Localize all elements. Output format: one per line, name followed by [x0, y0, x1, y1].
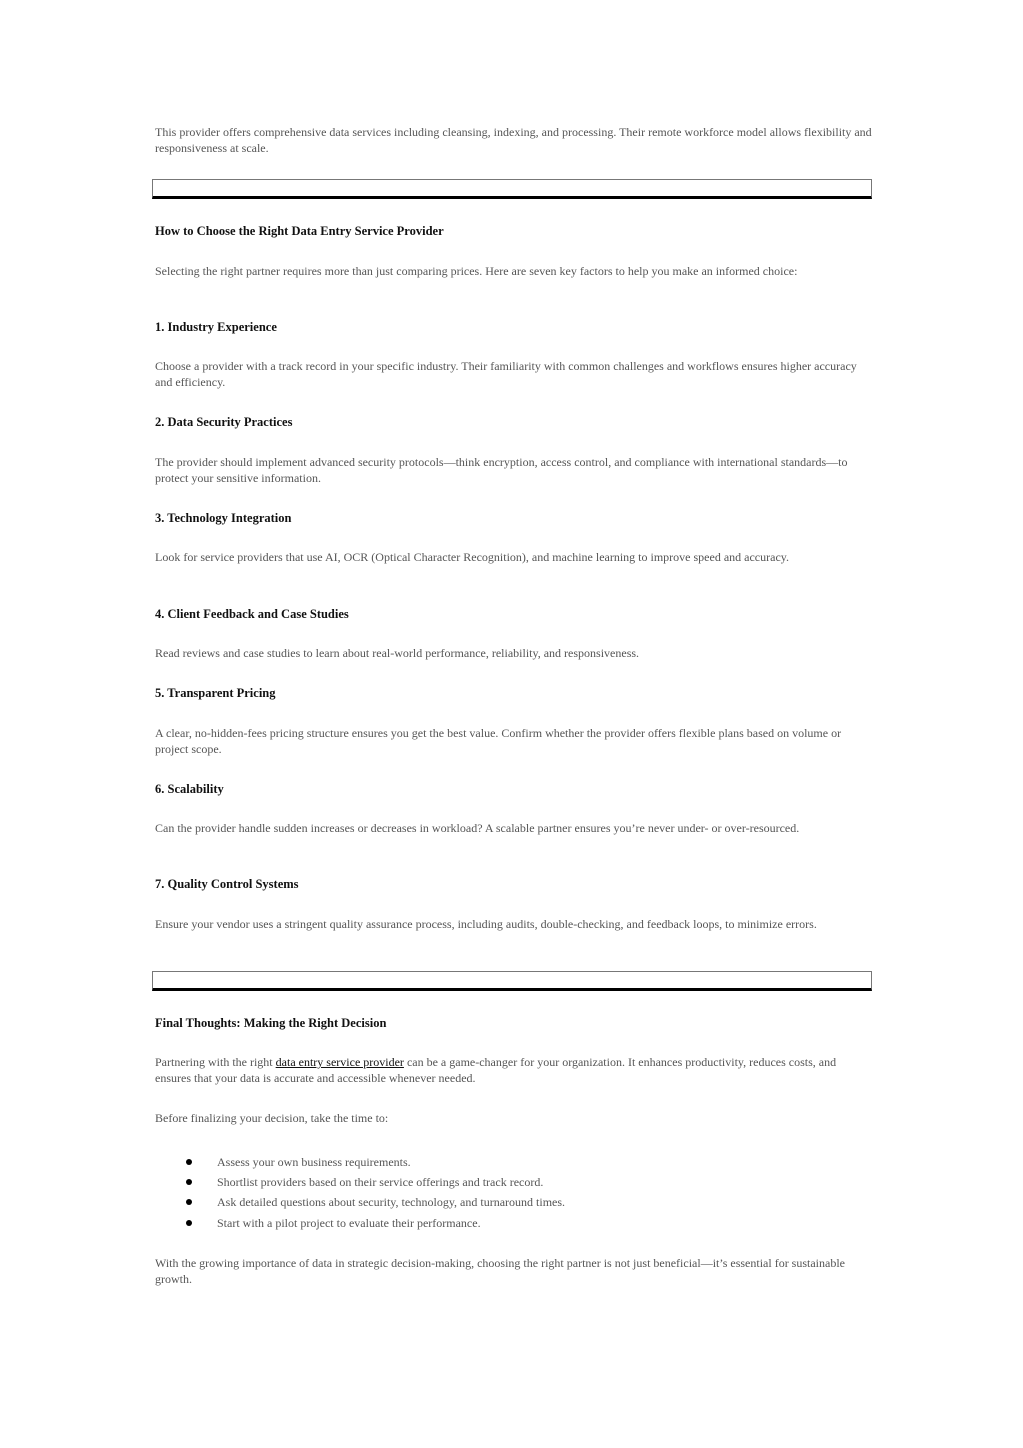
section-heading-final-thoughts: Final Thoughts: Making the Right Decision [155, 1016, 387, 1030]
section-heading-choose: How to Choose the Right Data Entry Service Provider [155, 224, 444, 238]
factor-heading-scalability: 6. Scalability [155, 782, 224, 796]
bullet-icon [186, 1220, 192, 1226]
factor-heading-client-feedback: 4. Client Feedback and Case Studies [155, 607, 349, 621]
factor-text-data-security: The provider should implement advanced security protocols—think encryption, access control, and compliance with international standards—to protect your sensitive information. [155, 455, 848, 485]
factor-heading-transparent-pricing: 5. Transparent Pricing [155, 686, 276, 700]
list-item [155, 1194, 873, 1214]
data-entry-service-provider-link[interactable]: data entry service provider [275, 1055, 404, 1069]
list-item [155, 1215, 873, 1235]
final-paragraph-1-start: Partnering with the right [155, 1055, 276, 1069]
intro-paragraph: This provider offers comprehensive data services including cleansing, indexing, and processing. Their remote workforce model allows flexibility and responsiveness at scale. [155, 125, 872, 155]
action-bullet-list [155, 1154, 873, 1235]
horizontal-rule [152, 971, 872, 991]
final-paragraph-2: Before finalizing your decision, take the time to: [155, 1111, 389, 1125]
choose-intro-paragraph: Selecting the right partner requires more than just comparing prices. Here are seven key factors to help you make an informed choice: [155, 264, 798, 278]
factor-text-transparent-pricing: A clear, no-hidden-fees pricing structure ensures you get the best value. Confirm whether the provider offers flexible plans based on volume or project scope. [155, 726, 842, 756]
list-item-text: Shortlist providers based on their service offerings and track record. [217, 1175, 544, 1190]
factor-heading-quality-control: 7. Quality Control Systems [155, 877, 299, 891]
bullet-icon [186, 1199, 192, 1205]
final-paragraph-1-end: can be a game-changer for your organization. It enhances productivity, reduces costs, and ensures that your data is accurate and accessible whenever needed. [155, 1055, 837, 1085]
factor-heading-data-security: 2. Data Security Practices [155, 415, 293, 429]
horizontal-rule [152, 179, 872, 199]
factor-heading-industry-experience: 1. Industry Experience [155, 320, 277, 334]
bullet-icon [186, 1179, 192, 1185]
factor-text-quality-control: Ensure your vendor uses a stringent quality assurance process, including audits, double-checking, and feedback loops, to minimize errors. [155, 917, 817, 931]
final-paragraph-1 [155, 1054, 873, 1086]
factor-text-scalability: Can the provider handle sudden increases or decreases in workload? A scalable partner ensures you’re never under- or over-resourced. [155, 821, 800, 835]
list-item-text: Assess your own business requirements. [217, 1155, 411, 1169]
factor-text-technology-integration: Look for service providers that use AI, OCR (Optical Character Recognition), and machine learning to improve speed and accuracy. [155, 550, 790, 564]
factor-text-client-feedback: Read reviews and case studies to learn about real-world performance, reliability, and responsiveness. [155, 646, 640, 660]
factor-heading-technology-integration: 3. Technology Integration [155, 511, 292, 525]
closing-paragraph: With the growing importance of data in strategic decision-making, choosing the right partner is not just beneficial—it’s essential for sustainable growth. [155, 1256, 846, 1286]
bullet-icon [186, 1159, 192, 1165]
list-item-text: Start with a pilot project to evaluate their performance. [217, 1215, 481, 1230]
list-item [155, 1154, 873, 1174]
list-item-text: Ask detailed questions about security, technology, and turnaround times. [217, 1195, 566, 1210]
list-item [155, 1174, 873, 1194]
factor-text-industry-experience: Choose a provider with a track record in your specific industry. Their familiarity with common challenges and workflows ensures higher accuracy and efficiency. [155, 359, 857, 389]
